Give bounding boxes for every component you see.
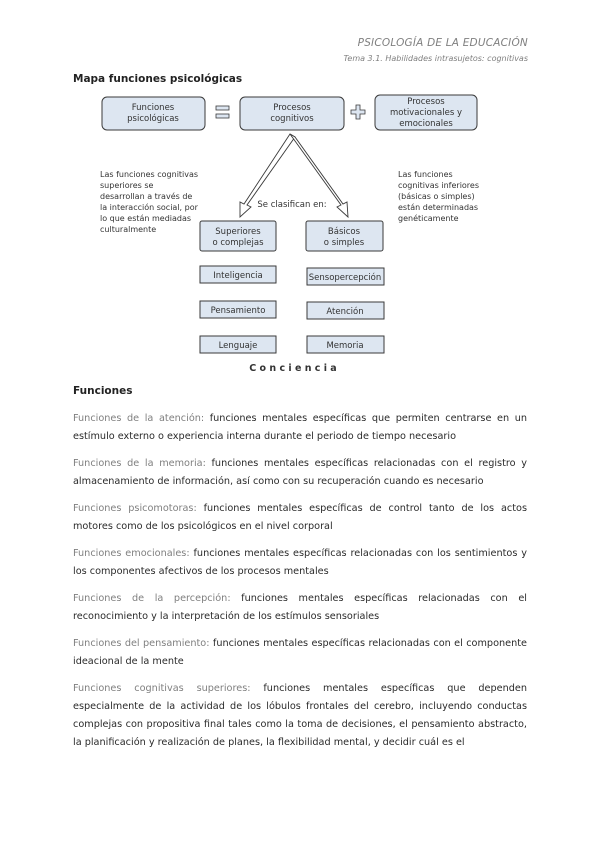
equals-icon — [216, 106, 229, 118]
function-definition-attention — [73, 410, 527, 446]
svg-text:genéticamente: genéticamente — [398, 214, 459, 223]
item-lenguaje: Lenguaje — [218, 341, 258, 351]
svg-text:desarrollan a través de: desarrollan a través de — [100, 192, 193, 201]
svg-text:cognitivas inferiores: cognitivas inferiores — [398, 181, 480, 190]
function-definition-higher-cognitive — [73, 680, 527, 752]
text-higher-cognitive: funciones mentales específicas que dependen especialmente de la actividad de los lóbulos frontales del cerebro, incluyendo conductas complejas con propositiva final tales como la toma de decisiones, el pensamiento abstracto, la planificación y realización de planes, la flexibilidad mental, y decidir cuál es el — [73, 683, 528, 748]
function-definition-perception — [73, 590, 527, 626]
box-basic-line1: Básicos — [327, 227, 361, 237]
item-memoria: Memoria — [326, 341, 364, 351]
function-definition-psychomotor — [73, 500, 527, 536]
svg-text:están determinadas: están determinadas — [398, 203, 479, 212]
svg-text:Las funciones cognitivas: Las funciones cognitivas — [100, 170, 199, 179]
box-motivational-line1: Procesos — [407, 97, 445, 107]
left-note — [100, 170, 199, 234]
term-attention: Funciones de la atención: — [73, 413, 205, 424]
box-motivational-line3: emocionales — [399, 119, 453, 129]
term-emotional: Funciones emocionales: — [73, 548, 190, 559]
function-definition-thought — [73, 635, 527, 671]
svg-text:culturalmente: culturalmente — [100, 225, 157, 234]
svg-text:lo que están mediadas: lo que están mediadas — [100, 214, 192, 223]
function-definition-memory — [73, 455, 527, 491]
svg-text:la interacción social, por: la interacción social, por — [100, 203, 198, 212]
term-perception: Funciones de la percepción: — [73, 593, 231, 604]
box-motivational-line2: motivacionales y — [390, 108, 462, 118]
svg-text:superiores se: superiores se — [100, 181, 154, 190]
text-emotional: funciones mentales específicas relacionadas con los sentimientos y los componentes afectivos de los procesos mentales — [73, 548, 527, 577]
svg-text:Las funciones: Las funciones — [398, 170, 453, 179]
text-memory: funciones mentales específicas relacionadas con el registro y almacenamiento de información, así como con su recuperación cuando es necesario — [73, 458, 527, 487]
right-note — [398, 170, 479, 223]
function-definition-emotional — [73, 545, 527, 581]
box-processes-line1: Procesos — [273, 103, 311, 113]
functions-map-diagram — [0, 0, 600, 390]
text-attention: funciones mentales específicas que permiten centrarse en un estímulo externo o experiencia interna durante el periodo de tiempo necesario — [73, 413, 527, 442]
item-pensamiento: Pensamiento — [210, 306, 266, 316]
box-functions-line2: psicológicas — [127, 114, 179, 124]
text-thought: funciones mentales específicas relacionadas con el componente ideacional de la mente — [73, 638, 527, 667]
header-subtitle: Tema 3.1. Habilidades intrasujetos: cognitivas — [343, 54, 528, 63]
plus-icon — [351, 105, 365, 119]
text-psychomotor: funciones mentales específicas de control tanto de los actos motores como de los psicológicos en el nivel corporal — [73, 503, 527, 532]
header-title: PSICOLOGÍA DE LA EDUCACIÓN — [357, 37, 528, 49]
functions-list — [73, 410, 527, 761]
consciousness-label: C o n c i e n c i a — [249, 363, 337, 374]
box-superior-line1: Superiores — [215, 227, 261, 237]
term-higher-cognitive: Funciones cognitivas superiores: — [73, 683, 251, 694]
item-atencion: Atención — [326, 307, 364, 317]
box-processes-line2: cognitivos — [270, 114, 314, 124]
classify-label: Se clasifican en: — [257, 200, 327, 210]
functions-heading: Funciones — [73, 385, 133, 397]
term-psychomotor: Funciones psicomotoras: — [73, 503, 197, 514]
svg-text:(básicas o simples): (básicas o simples) — [398, 192, 475, 201]
term-thought: Funciones del pensamiento: — [73, 638, 210, 649]
text-perception: funciones mentales específicas relacionadas con el reconocimiento y la interpretación de los estímulos sensoriales — [73, 593, 527, 622]
map-heading: Mapa funciones psicológicas — [73, 73, 243, 85]
item-sensopercepcion: Sensopercepción — [308, 273, 382, 283]
box-superior-line2: o complejas — [212, 238, 264, 248]
box-functions-line1: Funciones — [131, 103, 175, 113]
term-memory: Funciones de la memoria: — [73, 458, 206, 469]
box-basic-line2: o simples — [323, 238, 365, 248]
item-inteligencia: Inteligencia — [213, 271, 263, 281]
